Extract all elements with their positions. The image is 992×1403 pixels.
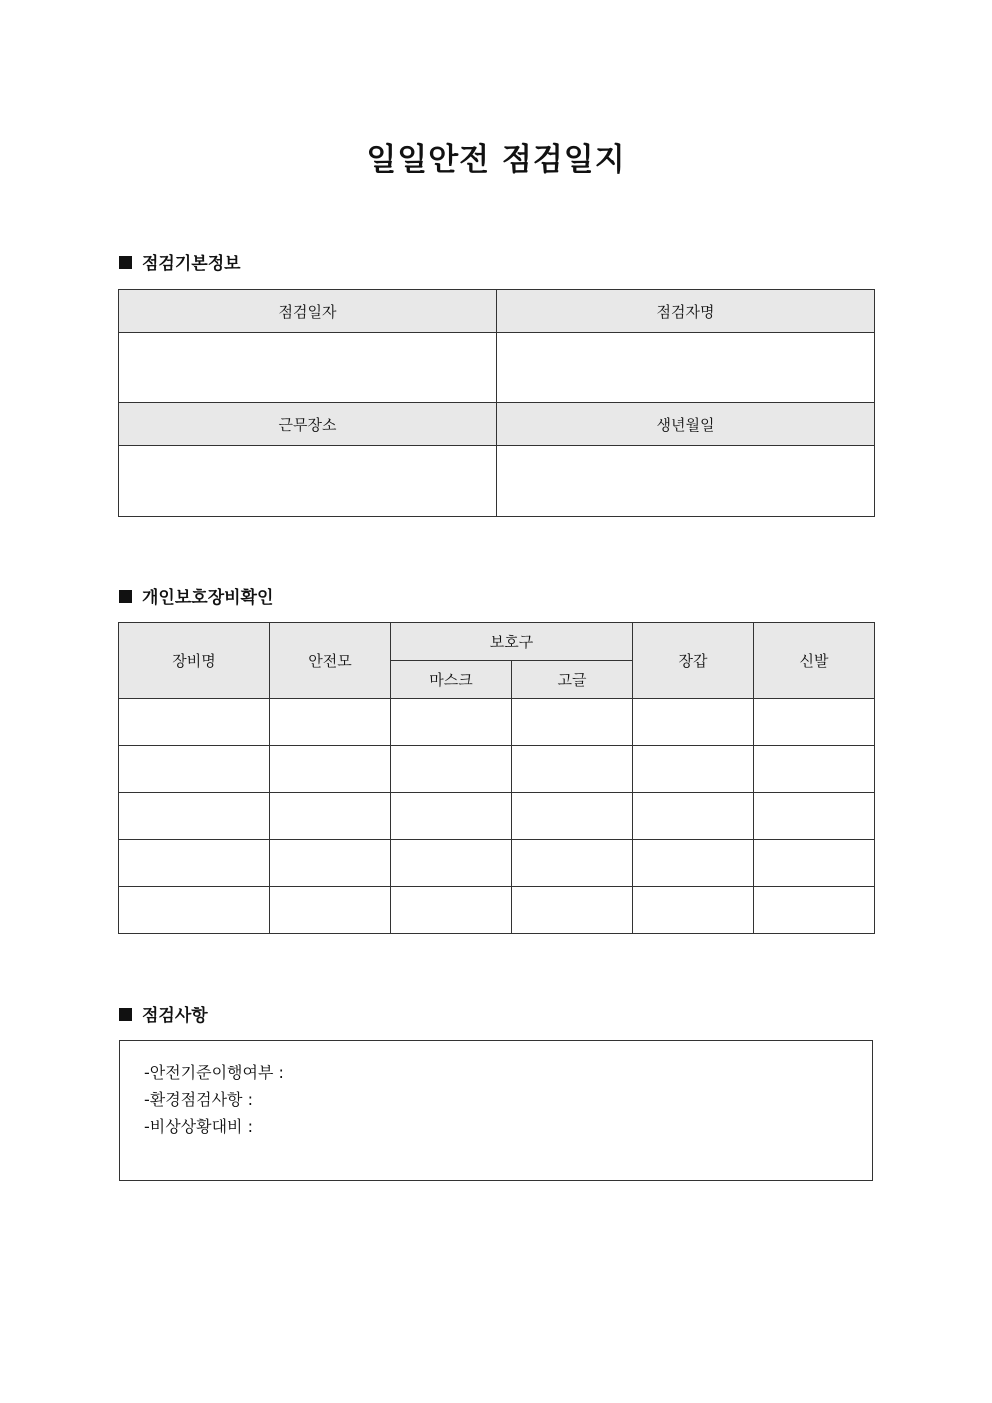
table-row (119, 793, 875, 840)
ppe-check-table (118, 622, 875, 934)
label-inspection-date: 점검일자 (119, 290, 497, 333)
table-cell[interactable] (633, 746, 754, 793)
section-heading-basic-info (119, 252, 241, 276)
table-cell[interactable] (512, 699, 633, 746)
table-cell[interactable] (119, 746, 270, 793)
table-cell[interactable] (270, 746, 391, 793)
field-inspector-name[interactable] (497, 333, 875, 403)
table-cell[interactable] (270, 840, 391, 887)
remark-environment-check: -환경점검사항 : (144, 1090, 253, 1109)
col-header-helmet: 안전모 (270, 623, 391, 699)
field-work-location[interactable] (119, 446, 497, 517)
table-cell[interactable] (119, 887, 270, 934)
table-cell[interactable] (633, 840, 754, 887)
label-work-location: 근무장소 (119, 403, 497, 446)
table-cell[interactable] (391, 887, 512, 934)
section-heading-inspection (119, 1004, 208, 1028)
col-header-equipment-name: 장비명 (119, 623, 270, 699)
section-heading-label: 개인보호장비확인 (142, 588, 274, 608)
table-cell[interactable] (512, 793, 633, 840)
remark-emergency-preparedness: -비상상황대비 : (144, 1117, 253, 1136)
table-cell[interactable] (754, 840, 875, 887)
table-cell[interactable] (270, 793, 391, 840)
col-header-gloves: 장갑 (633, 623, 754, 699)
col-header-protector-group: 보호구 (391, 623, 633, 661)
square-bullet-icon (119, 590, 132, 603)
table-cell[interactable] (119, 793, 270, 840)
page-title: 일일안전 점검일지 (366, 142, 626, 178)
table-cell[interactable] (391, 840, 512, 887)
table-cell[interactable] (633, 793, 754, 840)
remark-safety-compliance: -안전기준이행여부 : (144, 1063, 284, 1082)
table-cell[interactable] (512, 887, 633, 934)
table-cell[interactable] (754, 746, 875, 793)
label-birth-date: 생년월일 (497, 403, 875, 446)
table-cell[interactable] (119, 840, 270, 887)
basic-info-table (118, 289, 875, 517)
table-cell[interactable] (754, 887, 875, 934)
table-cell[interactable] (391, 746, 512, 793)
table-cell[interactable] (391, 699, 512, 746)
section-heading-label: 점검사항 (142, 1006, 208, 1026)
table-cell[interactable] (512, 746, 633, 793)
table-cell[interactable] (754, 793, 875, 840)
col-header-goggles: 고글 (512, 661, 633, 699)
field-birth-date[interactable] (497, 446, 875, 517)
table-cell[interactable] (754, 699, 875, 746)
table-cell[interactable] (512, 840, 633, 887)
table-row (119, 887, 875, 934)
table-cell[interactable] (270, 887, 391, 934)
col-header-shoes: 신발 (754, 623, 875, 699)
section-heading-ppe-check (119, 586, 273, 610)
table-cell[interactable] (391, 793, 512, 840)
inspection-remarks-box[interactable] (119, 1040, 873, 1181)
section-heading-label: 점검기본정보 (142, 254, 241, 274)
table-cell[interactable] (119, 699, 270, 746)
col-header-mask: 마스크 (391, 661, 512, 699)
table-row (119, 840, 875, 887)
table-row (119, 746, 875, 793)
table-cell[interactable] (270, 699, 391, 746)
table-cell[interactable] (633, 699, 754, 746)
label-inspector-name: 점검자명 (497, 290, 875, 333)
table-cell[interactable] (633, 887, 754, 934)
square-bullet-icon (119, 1008, 132, 1021)
table-row (119, 699, 875, 746)
square-bullet-icon (119, 256, 132, 269)
field-inspection-date[interactable] (119, 333, 497, 403)
